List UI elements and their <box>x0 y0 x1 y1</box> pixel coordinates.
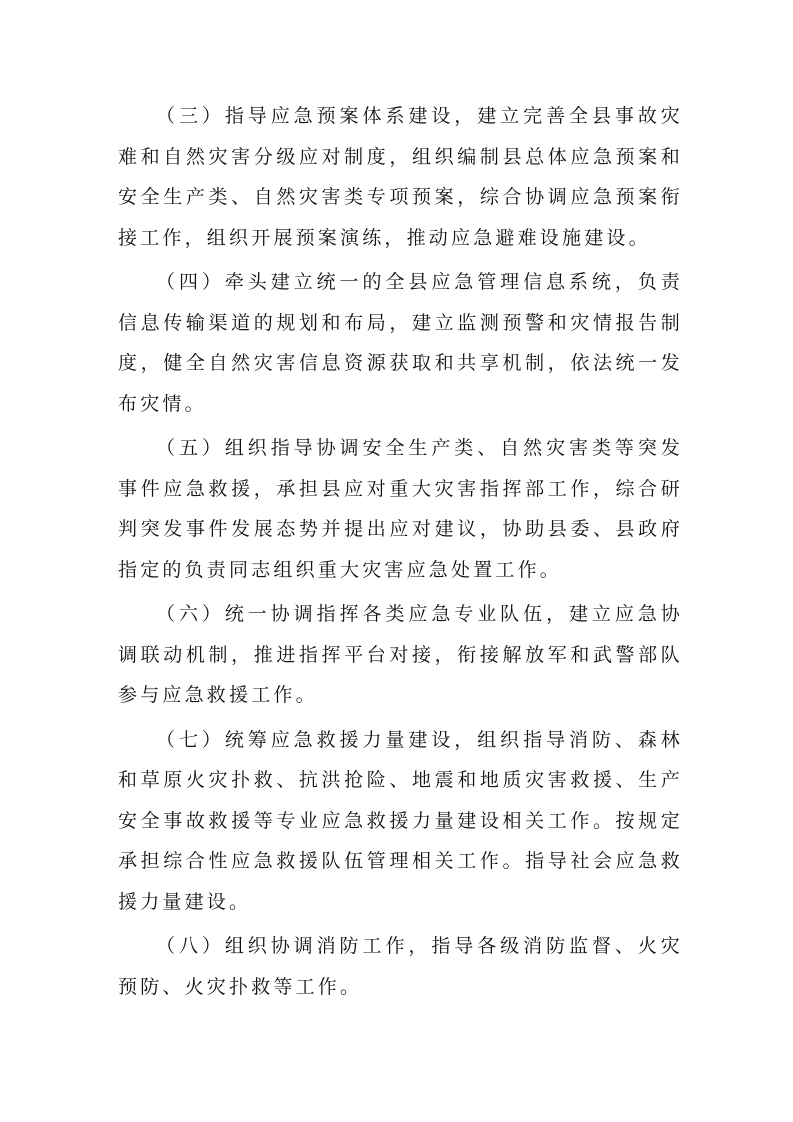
paragraph-8: （八）组织协调消防工作，指导各级消防监督、火灾预防、火灾扑救等工作。 <box>118 935 683 998</box>
paragraph-4: （四）牵头建立统一的全县应急管理信息系统，负责信息传输渠道的规划和布局，建立监测预警和灾情报告制度，健全自然灾害信息资源获取和共享机制，依法统一发布灾情。 <box>118 271 683 415</box>
paragraph-5: （五）组织指导协调安全生产类、自然灾害类等突发事件应急救援，承担县应对重大灾害指挥部工作，综合研判突发事件发展态势并提出应对建议，协助县委、县政府指定的负责同志组织重大灾害应急处置工作。 <box>118 437 683 581</box>
paragraph-6: （六）统一协调指挥各类应急专业队伍，建立应急协调联动机制，推进指挥平台对接，衔接解放军和武警部队参与应急救援工作。 <box>118 603 683 706</box>
paragraph-7: （七）统筹应急救援力量建设，组织指导消防、森林和草原火灾扑救、抗洪抢险、地震和地质灾害救援、生产安全事故救援等专业应急救援力量建设相关工作。按规定承担综合性应急救援队伍管理相关工作。指导社会应急救援力量建设。 <box>118 728 683 913</box>
document-body <box>118 96 683 1011</box>
paragraph-3: （三）指导应急预案体系建设，建立完善全县事故灾难和自然灾害分级应对制度，组织编制县总体应急预案和安全生产类、自然灾害类专项预案，综合协调应急预案衔接工作，组织开展预案演练，推动应急避难设施建设。 <box>118 105 683 249</box>
